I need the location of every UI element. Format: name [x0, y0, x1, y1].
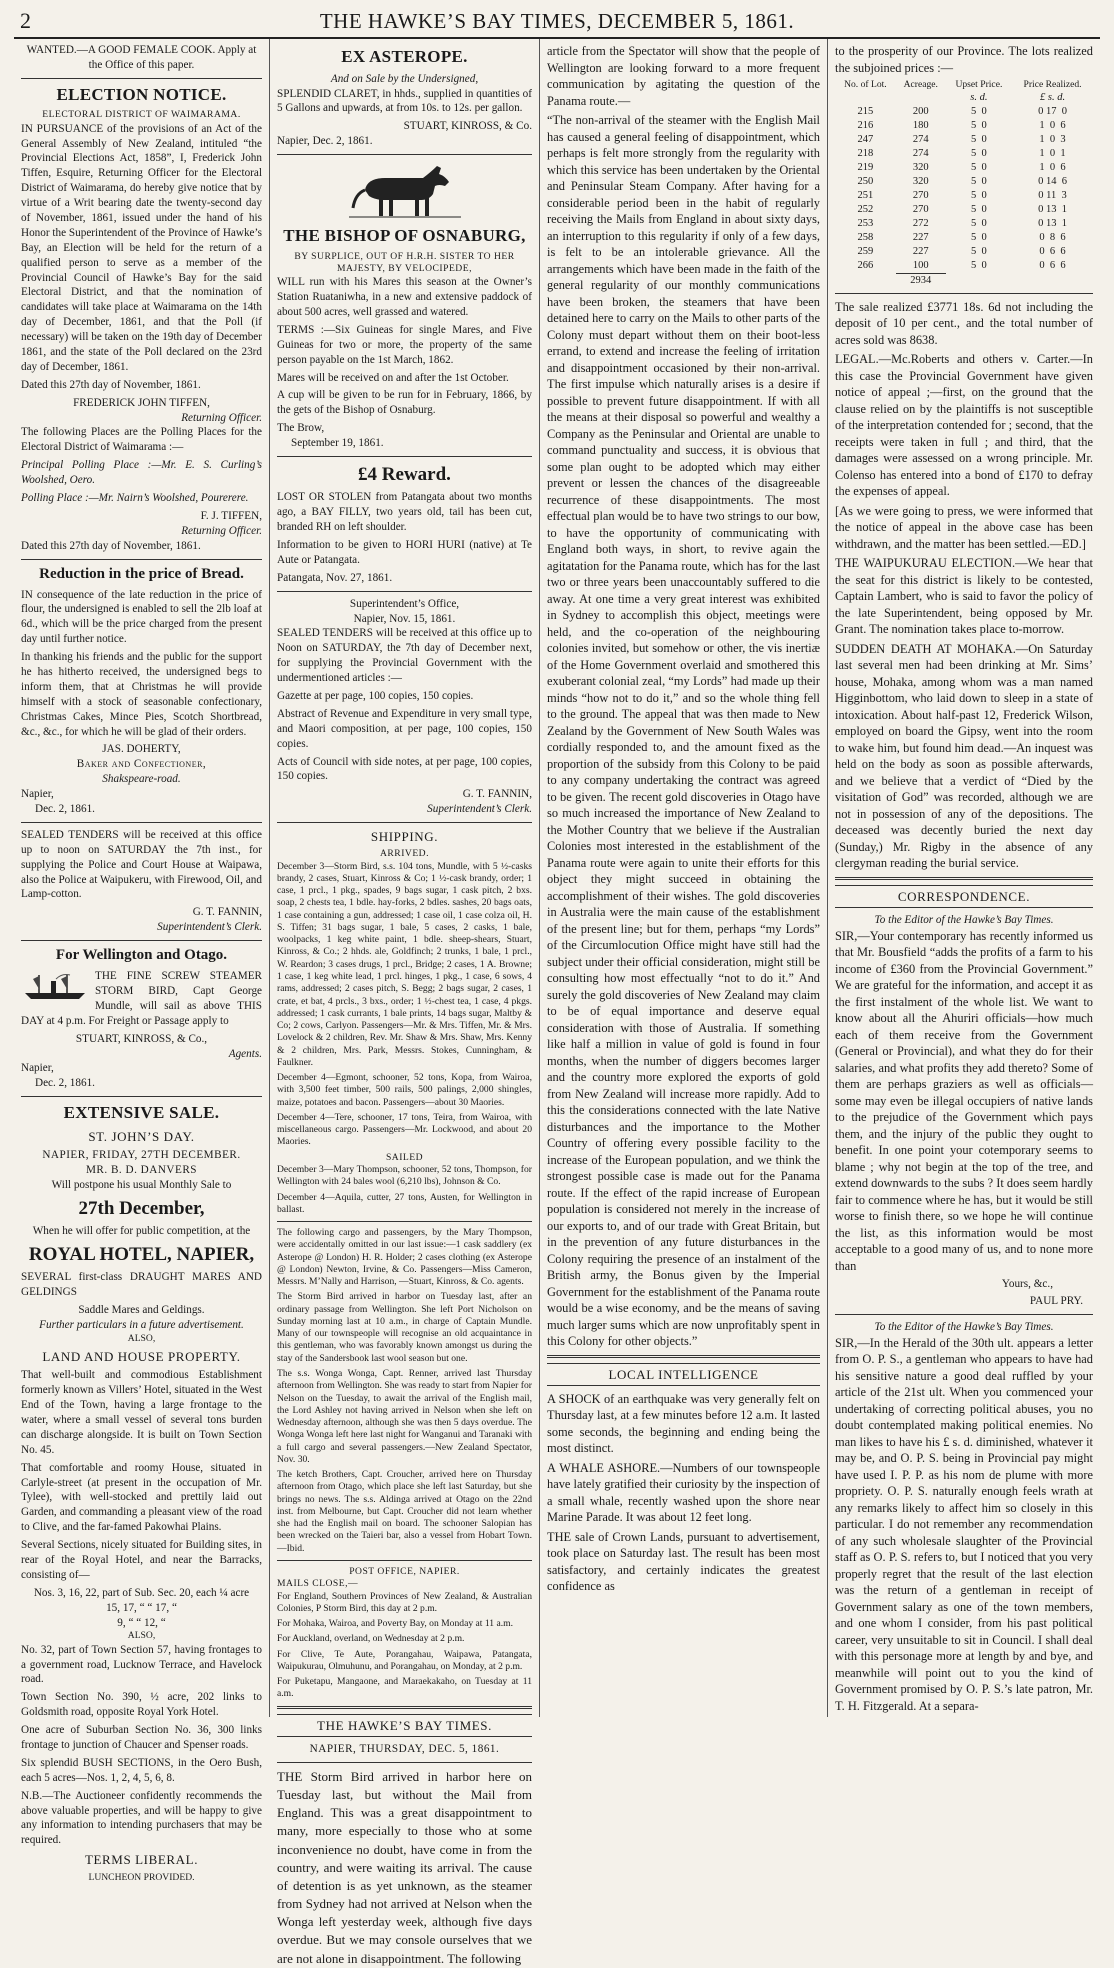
bread-signer: JAS. DOHERTY,	[102, 743, 181, 756]
mail-5: For Puketapu, Mangaone, and Maraekakaho, on Tuesday at 11 a.m.	[277, 1676, 532, 1700]
election-district: ELECTORAL DISTRICT OF WAIMARAMA.	[42, 109, 241, 121]
lots-table-body	[835, 105, 1093, 273]
lots-cell: 5 0	[971, 162, 987, 174]
letter-2-body: SIR,—In the Herald of the 30th ult. appears a letter from O. P. S., a gentleman who appears to have had his sensitive nature a good deal ruffled by your article of the 21st ult. When you commenced your undertaking of correcting political abuses, you no doubt contemplated making political enemies. No man likes to have his £ s. d. diminished, whatever it may be, and O. P. S. being in Provincial pay might have used I. P. P. as his nom de plume with more propriety. O. P. S. naturally enough feels wrath at any remarks likely to affect him so closely in this particular. I do not remember any recommendation of any such wholesale slaughter of the Provincial staff as O. P. S. refers to, but I noticed that you very properly regret that the result of the last election was the return of a gentleman in receipt of Government salary as one of the town members, and one whom I consider, from his past political career, very unsuitable to sit in Council. I shall deal with this personage more at length by and bye, and meanwhile will point out to you the kind of Government promised by O. P. S.’s late patron, Mr. T. H. Fitzgerald. At a separa-	[835, 1335, 1093, 1713]
column-4	[828, 39, 1100, 1717]
lots-cell: 215	[857, 106, 874, 118]
election-dated-2: Dated this 27th day of November, 1861.	[21, 539, 201, 552]
horse-illustration	[345, 160, 465, 222]
lots-cell: 180	[912, 120, 929, 132]
sale-also-2: ALSO,	[127, 1630, 156, 1642]
election-body: IN PURSUANCE of the provisions of an Act of the General Assembly of New Zealand, intituled “the Provincial Elections Act, 1858”, I, Frederick John Tiffen, Esquire, Returning Officer for the Electoral District of Waimarama, do hereby give notice that by virtue of a Writ bearing date the twenty-second day of November, 1861, issued under the hand of his Honor the Superintendent of the Province of Hawke’s Bay, an Election will be held for the return of a qualified person to serve as a member of the Provincial Council of Hawke’s Bay for the said Electoral District, and that the nomination of candidates will take place at Waimarama on the 14th day of December, 1861, and that the Poll (if necessary) will be taken on the 19th day of December 1861, and the state of the Poll declared on the 23rd day of December, 1861.	[21, 122, 262, 373]
editorial-dateline: NAPIER, THURSDAY, DEC. 5, 1861.	[309, 1742, 500, 1755]
lots-cell: 270	[912, 189, 929, 201]
tenders-signer: G. T. FANNIN,	[192, 906, 262, 919]
sale-para-7: Six splendid BUSH SECTIONS, in the Oero Bush, each 5 acres—Nos. 1, 2, 4, 5, 6, 8.	[21, 1756, 262, 1784]
lots-row	[835, 147, 1093, 161]
lots-cell: 5 0	[971, 148, 987, 160]
mail-3: For Auckland, overland, on Wednesday at 2 p.m.	[277, 1633, 465, 1645]
bread-place: Napier,	[21, 788, 54, 801]
lots-cell: 227	[912, 245, 929, 257]
lots-cell: 5 0	[971, 189, 987, 201]
gazette-item-3: Acts of Council with side notes, at per page, 100 copies, 150 copies.	[277, 755, 532, 783]
sale-also: ALSO,	[127, 1332, 156, 1344]
shipping-sailed: SAILED	[385, 1151, 424, 1163]
sudden-death: SUDDEN DEATH AT MOHAKA.—On Saturday last several men had been drinking at Mr. Sims’ house, Mohaka, among whom was a man named Higginbottom, who laid down to sleep in a state of intoxication. About half-past 12, Frederick Wilson, employed on board the Gipsy, went into the room to wake him, but found him dead.—An inquest was held on the body as soon as possible afterwards, and we believe that a verdict of “Died by the visitation of God” was recorded, although we are not in possession of any of the depositions. The deceased was decently buried the next day (Sunday,) Mr. Rigby in the absence of any clergyman reading the burial service.	[835, 641, 1093, 871]
masthead	[14, 6, 1100, 39]
editorial-paper-name: THE HAWKE’S BAY TIMES.	[277, 1714, 532, 1737]
editorial-body: THE Storm Bird arrived in harbor here on Tuesday last, but without the Mail from England. This was a great disappointment to many, more especially to those who at some inconvenience no doubt, have come in from the country, and were waiting its arrival. The cause of detention is as yet unknown, as the steamer from Sydney had not arrived at Nelson when the Wonga left yesterday week, although five days overdue. But we may console ourselves that we are not alone in disappointment. The following	[277, 1768, 532, 1966]
tenders-role: Superintendent’s Clerk.	[157, 921, 262, 934]
lots-cell: 5 0	[971, 217, 987, 229]
letter-2-addressee: To the Editor of the Hawke’s Bay Times.	[874, 1321, 1054, 1334]
mail-4: For Clive, Te Aute, Porangahau, Waipawa, Patangata, Waipukurau, Olmuhunu, and Porangahau, on Monday, at 2 p.m.	[277, 1648, 532, 1672]
lots-table	[835, 79, 1093, 288]
lots-row	[835, 175, 1093, 189]
reward-date: Patangata, Nov. 27, 1861.	[277, 571, 393, 584]
bread-heading: Reduction in the price of Bread.	[39, 565, 244, 582]
bread-date: Dec. 2, 1861.	[35, 803, 95, 815]
mails-closed: MAILS CLOSE,—	[277, 1578, 359, 1590]
lots-cell: 5 0	[971, 175, 987, 187]
sale-luncheon: LUNCHEON PROVIDED.	[88, 1871, 195, 1883]
wellington-heading: For Wellington and Otago.	[55, 947, 228, 964]
lots-cell: 1 0 1	[1039, 148, 1066, 160]
lots-cell: 259	[857, 245, 874, 257]
legal-note: LEGAL.—Mc.Roberts and others v. Carter.—In this case the Provincial Government have given notice of appeal ;—first, on the ground that the clause relied on by the plaintiffs is not susceptible of the interpretation contended for ; second, that the receipts were taken in full ; and third, that the damages were assessed on a wrong principle. Mr. Colenso has entered into a bond of £170 to defray the expenses of appeal.	[835, 352, 1093, 499]
lots-cell: 274	[912, 148, 929, 160]
lots-cell: 5 0	[971, 259, 987, 271]
sale-further: Further particulars in a future advertisement.	[39, 1318, 244, 1331]
lots-cell: 251	[857, 189, 874, 201]
gazette-office: Superintendent’s Office,	[349, 597, 460, 610]
lots-header-cell: Price Realized.	[1023, 79, 1082, 90]
lots-cell: 5 0	[971, 120, 987, 132]
legal-editor-note: [As we were going to press, we were informed that the notice of appeal in the above case has been withdrawn, and the matter has been settled.—ED.]	[835, 503, 1093, 551]
shipping-arrival-1: December 3—Storm Bird, s.s. 104 tons, Mundle, with 5 ½-casks brandy, 2 cases, Stuart, Kinross & Co; 1 ½-cask brandy, order; 1 case, 1 prcl., 1 pkg., spades, 9 bags sugar, 1 cask pitch, 2 bxs. soap, 2 chests tea, 1 bdle. hay-forks, 2 bdles. sashes, 20 bags oats, 1 case containing a gun, addressed; 1 case oil, 1 case colza oil, H. S. Tiffen; 31 bags sugar, 1 bale, 5 cases, 2 casks, 1 bale, woolpacks, 1 keg white paint, 1 bdle. sheep-shears, Stuart, Kinross, & Co.; 2 hhds. ale, Goldfinch; 2 trunks, 1 bale, 1 prcl., W. Reardon; 3 cases drugs, 1 prcl., Bridge; 2 cases, 1 A. Browne; 1 case, 1 keg white lead, 1 prcl. hinges, 1 pkg., 1 case, 6 sows, 4 rams, addressed; 2 cases pitch, S. Begg; 2 bags sugar, 2 cases, 1 crate, et bat, 4 prcls., 3 bxs., order; 1 ½-chest tea, 1 case, 4 pkgs. addressed; 1 cask currants, 1 bale prints, 14 bags sugar, Maltby & Co; 2 cows, Carlyon. Passengers—Mr. & Mrs. Tiffen, Mr. & Mrs. Lovelock & 2 children, Rev. Mr. Shaw & Mrs. Shaw, Mrs. Kenny & 2 children, Mrs. Park, Messrs. Stokes, Cunningham, & Faulkner.	[277, 860, 532, 1068]
lots-cell: 0 8 6	[1039, 231, 1066, 243]
lots-row	[835, 119, 1093, 133]
wellington-place: Napier,	[21, 1062, 54, 1075]
asterope-heading: EX ASTEROPE.	[341, 47, 468, 66]
bread-trade: Baker and Confectioner,	[76, 758, 207, 771]
lots-header-cell: Upset Price.	[955, 79, 1003, 90]
wellington-body: THE FINE SCREW STEAMER STORM BIRD, Capt George Mundle, will sail as above THIS DAY at 4 p.m. For Freight or Passage apply to	[21, 970, 262, 1027]
lots-cell: 100	[912, 259, 929, 271]
shipping-arrival-2: December 4—Egmont, schooner, 52 tons, Kopa, from Wairoa, with 3,500 feet timber, 500 rails, 500 palings, 2,000 shingles, maize, potatoes and bacon. Passengers—about 30 Maories.	[277, 1072, 532, 1108]
wellington-date: Dec. 2, 1861.	[35, 1077, 95, 1090]
lots-header-row	[835, 79, 1093, 91]
shipping-sailed-2: December 4—Aquila, cutter, 27 tons, Austen, for Wellington in ballast.	[277, 1191, 532, 1215]
lots-header-cell: No. of Lot.	[844, 79, 887, 90]
lots-sub-realized: £ s. d.	[1039, 92, 1066, 104]
sale-st-john: ST. JOHN’S DAY.	[88, 1128, 195, 1144]
sale-nos-1: Nos. 3, 16, 22, part of Sub. Sec. 20, each ¼ acre	[33, 1586, 250, 1599]
lots-cell: 247	[857, 134, 874, 146]
lots-cell: 1 0 6	[1039, 120, 1066, 132]
lots-cell: 0 13 1	[1038, 217, 1067, 229]
lots-cell: 5 0	[971, 203, 987, 215]
local-crown-lands: THE sale of Crown Lands, pursuant to advertisement, took place on Saturday last. The result has been most satisfactory, and certainly indicates the greatest confidence as	[547, 1529, 820, 1594]
reward-body: LOST OR STOLEN from Patangata about two months ago, a BAY FILLY, two years old, tail has been cut, branded RH on left shoulder.	[277, 491, 532, 534]
lots-cell: 0 11 3	[1038, 189, 1067, 201]
article-quote: “The non-arrival of the steamer with the English Mail has caused a general feeling of disappointment, which perhaps is felt more strongly from the regularity with which this service has been undertaken by the Oriental and Peninsular Steam Company. After having for a considerable period been in the habit of regularly receiving the Mails from England in about sixty days, an interruption to this regularity if only of a few days, is felt to be an intolerable grievance. All the arrangements which have been made in the faith of the general regularity of our monthly communications have been broken, the steamers that have been detained here to carry on the Mails to other parts of the Colony must depart without them on their boot-less errand, to extend and increase the feeling of irritation and disappointment occasioned by their non-arrival. The first impulse which naturally arises is a desire if possible to prevent future disappointment. If with all the means at their disposal so powerful and wealthy a Company as the Peninsular and Oriental are unable to command punctuality and success, it is obvious that some plan ought to be adopted which may either prevent or lessen the chances of the disagreeable recurrence of these disappointments. The most effectual plan would be to have two strings to our bow, to have the opportunity of communicating with England both ways, in short, to revive again the agitatation for the Panama route, which has for the last two or three years been unaccountably suffered to die away. At one time a very great interest was exhibited in Sydney to accomplish this object, meetings were held, and the co-operation of the neighbouring colonies invited, but somehow or other, the vis inertiæ of the Home Government overlaid and smothered this exuberant colonial zeal, “my Lords” had made up their minds “how not to do it,” and so the whole thing fell to the ground. The appeal that was then made to New Zealand by the Government of New South Wales was cordially responded to, and the amount fixed as the proportion of the subsidy from this Colony to be paid to any company undertaking the contract was agreed to be given. The recent gold discoveries in Otago have so much increased the importance of New Zealand to the Mother Country that we believe if the Australian Colonies most interested in the establishment of the Panama route were again to unite their efforts for this object they might succeed in obtaining the accomplishment of their wishes. The gold discoveries in Australia were the main cause of the establishment of the present line; but for them, perhaps “my Lords” of the Circumlocution Office might have still had the subject under their official consideration, might still be consulting how most effectually “not to do it.” And surely the gold discoveries of New Zealand may claim to be of equal importance and deserve equal consideration with those of Australia. If something like half a million in value of gold is found in four months, when the number of diggers becomes larger and the country more explored the exports of gold from New Zealand will increase more rapidly. Add to this the considerations connected with the late Native disturbances and the importance to the Mother Country of offering every possible facility to the increase of the European population, and we think the strongest possible case is made out for the Panama route. If the effect of the rapid increase of European population is considered not merely in the increase of our exports to, and of our trade with Great Britain, but in the prevention of any future disturbances in the Colony requiring the presence of an instalment of the British army, the Bonus given by the Imperial Government for the establishment of the Panama route would be a wise economy, and be the means of saving much larger sums which are now unprofitably spent in this Colony for other objects.”	[547, 113, 820, 1348]
lots-total-row	[835, 273, 1093, 287]
election-heading: ELECTION NOTICE.	[56, 84, 227, 104]
asterope-date: Napier, Dec. 2, 1861.	[277, 135, 373, 148]
sale-nos-2: 15, 17, “ “ 17, “	[106, 1601, 177, 1614]
lots-subheader-row	[835, 91, 1093, 105]
lots-cell: 266	[857, 259, 874, 271]
steamer-illustration	[21, 971, 91, 1001]
sale-terms: TERMS LIBERAL.	[84, 1852, 199, 1868]
lots-header-cell: Acreage.	[903, 79, 938, 90]
lots-row	[835, 259, 1093, 273]
lots-cell: 320	[912, 162, 929, 174]
article-intro: article from the Spectator will show that the people of Wellington are looking forward to a more frequent communication by agitating the question of the Panama route.—	[547, 44, 820, 108]
lots-cell: 250	[857, 175, 874, 187]
gazette-role: Superintendent’s Clerk.	[427, 803, 532, 816]
lots-intro: to the prosperity of our Province. The lots realized the subjoined prices :—	[835, 44, 1093, 75]
shipping-sailed-1: December 3—Mary Thompson, schooner, 52 tons, Thompson, for Wellington with 24 bales wool (6,210 lbs), Johnson & Co.	[277, 1164, 532, 1188]
lots-cell: 1 0 6	[1039, 162, 1066, 174]
lots-cell: 252	[857, 203, 874, 215]
mail-2: For Mohaka, Wairoa, and Poverty Bay, on Monday at 11 a.m.	[277, 1618, 514, 1630]
lots-cell: 320	[912, 175, 929, 187]
election-places-intro: The following Places are the Polling Places for the Electoral District of Waimarama :—	[21, 426, 262, 454]
wellington-agents: STUART, KINROSS, & Co.,	[75, 1032, 208, 1045]
bishop-date: September 19, 1861.	[291, 437, 384, 450]
sale-venue: ROYAL HOTEL, NAPIER,	[28, 1243, 255, 1265]
reward-info: Information to be given to HORI HURI (native) at Te Aute or Patangata.	[277, 538, 532, 566]
lots-cell: 218	[857, 148, 874, 160]
sale-mares: SEVERAL first-class DRAUGHT MARES AND GELDINGS	[21, 1271, 262, 1299]
election-place-1: Principal Polling Place :—Mr. E. S. Curling’s Woolshed, Oero.	[21, 459, 262, 487]
bishop-pedigree: BY SURPLICE, OUT OF H.R.H. SISTER TO HER MAJESTY, BY VELOCIPEDE,	[294, 250, 515, 274]
sale-total: The sale realized £3771 18s. 6d not including the deposit of 10 per cent., and the total number of acres sold was 8638.	[835, 299, 1093, 347]
lots-cell: 216	[857, 120, 874, 132]
gazette-date: Napier, Nov. 15, 1861.	[353, 612, 456, 625]
column-1	[14, 39, 270, 1883]
letter-1-signature: PAUL PRY.	[1029, 1295, 1083, 1308]
bishop-heading: THE BISHOP OF OSNABURG,	[283, 226, 526, 246]
sale-para-3: Several Sections, nicely situated for Building sites, in rear of the Royal Hotel, and near the Barracks, consisting of—	[21, 1539, 262, 1581]
gazette-body: SEALED TENDERS will be received at this office up to Noon on SATURDAY, the 7th day of December next, for supplying the Provincial Government with the undermentioned articles :—	[277, 627, 532, 685]
lots-cell: 0 6 6	[1039, 259, 1066, 271]
lots-cell: 5 0	[971, 134, 987, 146]
sale-auctioneer: MR. B. D. DANVERS	[85, 1163, 198, 1176]
masthead-title: THE HAWKE’S BAY TIMES, DECEMBER 5, 1861.	[319, 9, 795, 33]
sale-new-date: 27th December,	[78, 1197, 205, 1219]
lots-cell: 0 6 6	[1039, 245, 1066, 257]
local-shock: A SHOCK of an earthquake was very generally felt on Thursday last, at a few minutes before 12 a.m. It lasted some seconds, the beginning and ending being the most distinct.	[547, 1391, 820, 1456]
columns	[14, 39, 1100, 1966]
lots-cell: 5 0	[971, 245, 987, 257]
lots-cell: 0 17 0	[1038, 106, 1067, 118]
correspondence-heading: CORRESPONDENCE.	[835, 885, 1093, 908]
asterope-body: SPLENDID CLARET, in hhds., supplied in quantities of 5 Gallons and upwards, at from 10s. to 12s. per gallon.	[277, 87, 532, 115]
waipukurau-election: THE WAIPUKURAU ELECTION.—We hear that the seat for this district is likely to be contested, Captain Lambert, who is said to favor the policy of the late Superintendent, being opposed by Mr. Grant. The nomination takes place to-morrow.	[835, 556, 1093, 637]
sale-land-heading: LAND AND HOUSE PROPERTY.	[42, 1349, 241, 1364]
lots-cell: 219	[857, 162, 874, 174]
sale-para-6: One acre of Suburban Section No. 36, 300 links frontage to junction of Chaucer and Spenser roads.	[21, 1724, 262, 1752]
sale-para-5: Town Section No. 390, ½ acre, 202 links to Goldsmith road, opposite Royal York Hotel.	[21, 1691, 262, 1719]
lots-row	[835, 245, 1093, 259]
sale-nb: N.B.—The Auctioneer confidently recommends the above valuable properties, and will be happy to give any information to intending purchasers that may be required.	[21, 1789, 262, 1847]
lots-row	[835, 105, 1093, 119]
shipping-news-2: The s.s. Wonga Wonga, Capt. Renner, arrived last Thursday afternoon from Wellington. She was ready to start from Napier for Nelson on the Tuesday, to await the arrival of the English mail, the Lord Ashley not having arrived in Nelson when she left on Wednesday afternoon, although she was then 5 days overdue. The Wonga Wonga left here last night for Wanganui and Taranaki with a full cargo and several passengers.—New Zealand Spectator, Nov. 30.	[277, 1367, 532, 1465]
letter-1-body: SIR,—Your contemporary has recently informed us that Mr. Bousfield “adds the profits of a farm to his income of £360 from the Provincial Government.” We are grateful for the information, and accept it as the first instalment of the whole list. We want to know about all the Ahuriri officials—how much each of them receive from the Government (General or Provincial), and what they do for their salaries, and what profits they add thereto? Some of them are perhaps graziers as well as officials—some may even be illegal occupiers of native lands to the prejudice of the Government which pays them, and the injury of the public they ought to benefit. In one point your cotemporary seems to blame ; why not begin at the top of the tree, and extend downwards to the subs ? It does seem hardly fair to commence where he has, but it would be still worse to finish there, so we hope he will continue the list, as this information would be most acceptable to a good many of us, and to none more than	[835, 928, 1093, 1273]
lots-cell: 1 0 3	[1039, 134, 1066, 146]
column-3	[540, 39, 828, 1717]
lots-row	[835, 161, 1093, 175]
sale-para-1: That well-built and commodious Establishment formerly known as Villers’ Hotel, situated in the West End of the Town, having a large frontage to the water, where a small vessel of several tons burden can discharge alongside. It is built on Town Section No. 45.	[21, 1369, 262, 1456]
bishop-body: WILL run with his Mares this season at the Owner’s Station Ruataniwha, in a new and extensive paddock of about 500 acres, well grassed and watered.	[277, 276, 532, 318]
sale-nos-3: 9, “ “ 12, “	[117, 1616, 166, 1629]
election-role-2: Returning Officer.	[181, 524, 262, 537]
lots-row	[835, 217, 1093, 231]
election-dated: Dated this 27th day of November, 1861.	[21, 378, 201, 391]
lots-row	[835, 133, 1093, 147]
shipping-news-1: The Storm Bird arrived in harbor on Tuesday last, after an ordinary passage from Wellington. She left Port Nicholson on Sunday morning last at 10 a.m., in charge of Captain Mundle. Many of our townspeople will recognise an old acquaintance in this gentleman, who was favorably known amongst us during the stay of the Sandersbook last wool season but one.	[277, 1291, 532, 1364]
letter-1-addressee: To the Editor of the Hawke’s Bay Times.	[874, 913, 1054, 926]
election-role: Returning Officer.	[181, 411, 262, 424]
wellington-role: Agents.	[228, 1047, 262, 1060]
reward-heading: £4 Reward.	[358, 464, 451, 485]
shipping-news-3: The ketch Brothers, Capt. Croucher, arrived here on Thursday afternoon from Otago, which place she left last Saturday, but she brings no news. The s.s. Aldinga arrived at Otago on the 22nd inst. from Melbourne, but Capt. Croucher did not learn whether she had the English mail on board. The schooner Salopian has been wrecked on the Taieri bar, also a vessel from Hobart Town.—Ibid.	[277, 1469, 532, 1554]
local-intelligence-heading: LOCAL INTELLIGENCE	[547, 1363, 820, 1386]
bishop-mares: Mares will be received on and after the 1st October.	[277, 371, 509, 384]
wanted-ad: WANTED.—A GOOD FEMALE COOK. Apply at the Office of this paper.	[26, 44, 257, 71]
gazette-item-1: Gazette at per page, 100 copies, 150 copies.	[277, 689, 474, 702]
lots-sub-upset: s. d.	[970, 92, 988, 104]
bread-body-1: IN consequence of the late reduction in the price of flour, the undersigned is enabled to sell the 2lb loaf at 6d., which will be the price charged from the present day until further notice.	[21, 588, 262, 646]
lots-cell: 5 0	[971, 106, 987, 118]
gazette-signer: G. T. FANNIN,	[462, 788, 532, 801]
lots-cell: 270	[912, 203, 929, 215]
lots-row	[835, 203, 1093, 217]
mail-1: For England, Southern Provinces of New Zealand, & Australian Colonies, P Storm Bird, this day at 2 p.m.	[277, 1590, 532, 1614]
lots-cell: 5 0	[971, 231, 987, 243]
lots-row	[835, 231, 1093, 245]
lots-cell: 200	[912, 106, 929, 118]
shipping-heading: SHIPPING.	[370, 829, 439, 845]
sale-para-4: No. 32, part of Town Section 57, having frontages to a government road, Lucknow Terrace, and Havelock road.	[21, 1643, 262, 1686]
shipping-cargo-note: The following cargo and passengers, by the Mary Thompson, were accidentally omitted in our last issue:—1 cask saddlery (ex Asterope @ London) H. R. Holder; 2 cases clothing (ex Asterope @ London) Newton, Irvine, & Co. Passengers—Miss Cameron, Messrs. M’Nally and Harrison, —Stuart, Kinross, & Co. agents.	[277, 1227, 532, 1288]
sale-date-line: NAPIER, FRIDAY, 27TH DECEMBER.	[42, 1149, 241, 1162]
lots-cell: 272	[912, 217, 929, 229]
local-whale: A WHALE ASHORE.—Numbers of our townspeople have lately gratified their curiosity by the inspection of a small whale, recently washed upon the shore near Marine Parade. It was about 12 feet long.	[547, 1460, 820, 1525]
asterope-sub: And on Sale by the Undersigned,	[330, 72, 479, 85]
bishop-cup: A cup will be given to be run for in February, 1866, by the gets of the Bishop of Osnaburg.	[277, 389, 532, 417]
lots-cell: 274	[912, 134, 929, 146]
gazette-item-2: Abstract of Revenue and Expenditure in very small type, and Maori composition, at per page, 100 copies, 150 copies.	[277, 707, 532, 750]
bread-address: Shakspeare-road.	[102, 773, 181, 786]
shipping-arrived: ARRIVED.	[379, 848, 430, 860]
sale-saddle: Saddle Mares and Geldings.	[78, 1303, 205, 1316]
election-place-2: Polling Place :—Mr. Nairn’s Woolshed, Pourerere.	[21, 492, 249, 505]
lots-cell: 227	[912, 231, 929, 243]
sale-heading: EXTENSIVE SALE.	[63, 1103, 220, 1123]
lots-cell: 0 14 6	[1038, 175, 1067, 187]
letter-1-close: Yours, &c.,	[1001, 1278, 1053, 1291]
bishop-place: The Brow,	[277, 422, 325, 435]
sale-para-2: That comfortable and roomy House, situated in Carlyle-street (at present in the occupation of Mr. Tylee), with well-stocked and prettily laid out Garden, and commanding a pleasant view of the road to Clive, and the far-famed Pakowhai Plains.	[21, 1461, 262, 1534]
lots-cell: 253	[857, 217, 874, 229]
column-2	[270, 39, 540, 1966]
lots-cell: 0 13 1	[1038, 203, 1067, 215]
tenders-body: SEALED TENDERS will be received at this office up to noon on SATURDAY the 7th inst., for supplying the Police and Court House at Waipawa, also the Police at Waipukeru, with Firewood, Oil, and Lamp-cotton.	[21, 828, 262, 901]
bread-body-2: In thanking his friends and the public for the support he has hitherto received, the undersigned begs to inform them, that at Christmas he will provide himself with a stock of seasonable confectionary, Christmas Cakes, Mince Pies, Scotch Shortbread, &c., &c., for which he will be glad of their orders.	[21, 651, 262, 738]
shipping-arrival-3: December 4—Tere, schooner, 17 tons, Teira, from Wairoa, with miscellaneous cargo. Passengers—Mr. Lockwood, and about 20 Maories.	[277, 1111, 532, 1148]
page-number: 2	[20, 8, 32, 33]
lots-row	[835, 189, 1093, 203]
election-signer-2: F. J. TIFFEN,	[200, 509, 262, 522]
lots-total: 2934	[896, 273, 946, 287]
election-signer: FREDERICK JOHN TIFFEN,	[73, 396, 210, 409]
post-office-heading: POST OFFICE, NAPIER.	[349, 1565, 460, 1577]
bishop-terms: TERMS :—Six Guineas for single Mares, and Five Guineas for two or more, the property of the same person payable on the 1st March, 1862.	[277, 323, 532, 366]
lots-cell: 258	[857, 231, 874, 243]
lots-table-wrap	[835, 79, 1093, 288]
sale-when: When he will offer for public competition, at the	[32, 1225, 251, 1238]
sale-postpone: Will postpone his usual Monthly Sale to	[51, 1178, 232, 1191]
asterope-signer: STUART, KINROSS, & Co.	[403, 120, 532, 133]
